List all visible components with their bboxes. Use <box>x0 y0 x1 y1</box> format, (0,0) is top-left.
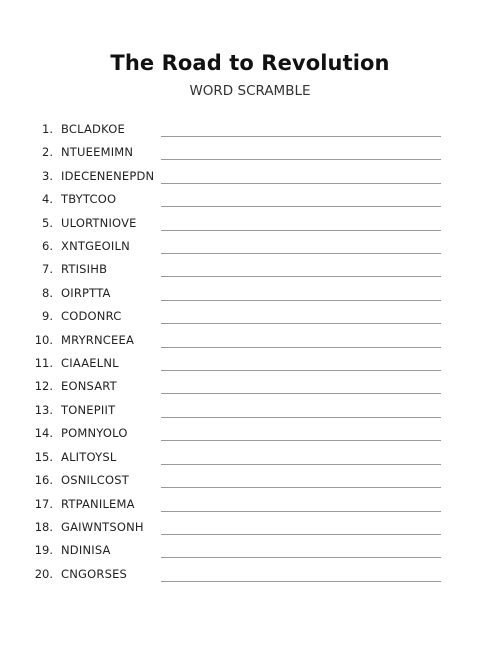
item-number: 12. <box>34 379 53 394</box>
answer-line[interactable] <box>161 206 441 207</box>
answer-line[interactable] <box>161 136 441 137</box>
list-item <box>0 187 500 210</box>
answer-line[interactable] <box>161 300 441 301</box>
item-number: 18. <box>34 519 53 534</box>
list-item <box>0 421 500 444</box>
list-item <box>0 398 500 421</box>
list-item <box>0 304 500 327</box>
list-item <box>0 234 500 257</box>
list-item <box>0 445 500 468</box>
item-number: 15. <box>34 449 53 464</box>
worksheet-subtitle: WORD SCRAMBLE <box>189 83 311 99</box>
answer-line[interactable] <box>161 534 441 535</box>
scrambled-word: POMNYOLO <box>61 426 128 441</box>
list-item <box>0 117 500 140</box>
item-number: 3. <box>42 168 53 183</box>
scrambled-word: TONEPIIT <box>61 402 116 417</box>
scrambled-word: ALITOYSL <box>61 449 117 464</box>
answer-line[interactable] <box>161 183 441 184</box>
item-number: 13. <box>34 402 53 417</box>
worksheet-title: The Road to Revolution <box>110 51 390 75</box>
item-number: 8. <box>42 285 53 300</box>
list-item <box>0 351 500 374</box>
scrambled-word: RTISIHB <box>61 262 108 277</box>
item-number: 9. <box>42 309 53 324</box>
item-number: 17. <box>34 496 53 511</box>
item-number: 5. <box>42 215 53 230</box>
answer-line[interactable] <box>161 230 441 231</box>
list-item <box>0 257 500 280</box>
item-number: 7. <box>42 262 53 277</box>
answer-line[interactable] <box>161 347 441 348</box>
scrambled-word: ULORTNIOVE <box>61 215 137 230</box>
item-number: 6. <box>42 239 53 254</box>
scrambled-word: BCLADKOE <box>61 122 125 136</box>
answer-line[interactable] <box>161 511 441 512</box>
scrambled-word: OSNILCOST <box>61 473 129 488</box>
answer-line[interactable] <box>161 276 441 277</box>
list-item <box>0 164 500 187</box>
list-item <box>0 562 500 585</box>
item-number: 14. <box>34 426 53 441</box>
list-item <box>0 538 500 561</box>
list-item <box>0 374 500 397</box>
item-number: 20. <box>34 566 53 581</box>
list-item <box>0 492 500 515</box>
scrambled-word: GAIWNTSONH <box>61 519 144 534</box>
scramble-list <box>0 117 500 585</box>
item-number: 1. <box>42 122 53 136</box>
scrambled-word: OIRPTTA <box>61 285 111 300</box>
item-number: 11. <box>34 356 53 371</box>
item-number: 2. <box>42 145 53 160</box>
scrambled-word: EONSART <box>61 379 117 394</box>
answer-line[interactable] <box>161 393 441 394</box>
answer-line[interactable] <box>161 557 441 558</box>
scrambled-word: XNTGEOILN <box>61 239 130 254</box>
scrambled-word: RTPANILEMA <box>61 496 135 511</box>
answer-line[interactable] <box>161 464 441 465</box>
list-item <box>0 328 500 351</box>
answer-line[interactable] <box>161 487 441 488</box>
item-number: 19. <box>34 543 53 558</box>
answer-line[interactable] <box>161 581 441 582</box>
answer-line[interactable] <box>161 159 441 160</box>
answer-line[interactable] <box>161 440 441 441</box>
scrambled-word: MRYRNCEEA <box>61 332 135 347</box>
scrambled-word: CIAAELNL <box>61 356 119 371</box>
answer-line[interactable] <box>161 370 441 371</box>
scrambled-word: TBYTCOO <box>61 192 117 207</box>
scrambled-word: CODONRC <box>61 309 122 324</box>
list-item <box>0 211 500 234</box>
item-number: 4. <box>42 192 53 207</box>
answer-line[interactable] <box>161 417 441 418</box>
answer-line[interactable] <box>161 323 441 324</box>
list-item <box>0 281 500 304</box>
scrambled-word: NDINISA <box>61 543 111 558</box>
scrambled-word: IDECENENEPDN <box>61 168 155 183</box>
scrambled-word: CNGORSES <box>61 566 128 581</box>
answer-line[interactable] <box>161 253 441 254</box>
list-item <box>0 468 500 491</box>
item-number: 16. <box>34 473 53 488</box>
item-number: 10. <box>34 332 53 347</box>
list-item <box>0 515 500 538</box>
scrambled-word: NTUEEMIMN <box>61 145 134 160</box>
list-item <box>0 140 500 163</box>
